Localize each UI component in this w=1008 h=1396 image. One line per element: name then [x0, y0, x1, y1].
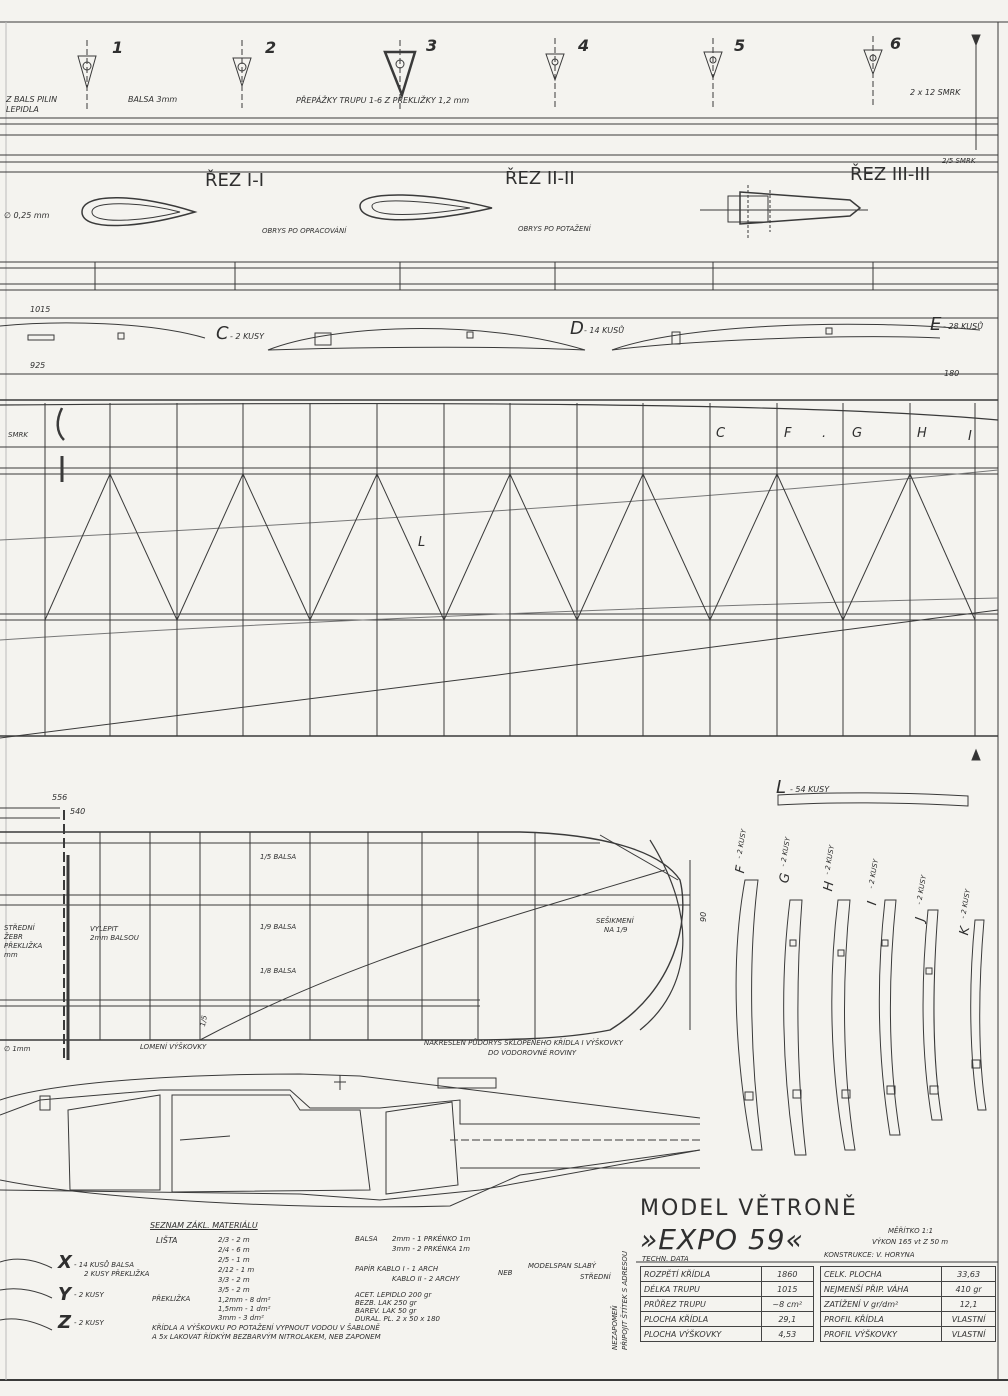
rib-count-k: - 2 KUSY	[959, 888, 973, 920]
materials-balsa-item-1: 2mm - 1 PRKÉNKO 1m	[392, 1235, 471, 1243]
wing-label-h: H	[917, 426, 927, 441]
wing-diagonal	[110, 474, 177, 620]
station-marker-4	[546, 38, 564, 108]
wing-diagonal	[777, 474, 843, 620]
tech-label: PROFIL KŘÍDLA	[821, 1312, 942, 1327]
wing-diagonal	[310, 474, 377, 620]
station-number-5: 5	[734, 36, 746, 55]
part-z-text: - 2 KUSY	[74, 1319, 104, 1327]
rib-templates-row	[0, 314, 998, 374]
wing-ribs	[45, 403, 975, 736]
note-smrk-top: 2 x 12 SMRK	[910, 88, 961, 97]
dim-556: 556	[52, 793, 68, 802]
title-meritko: MĚŘÍTKO 1:1	[888, 1227, 934, 1235]
materials-papir: PAPÍR KABLO I - 1 ARCH	[355, 1265, 439, 1273]
section-title-3: ŘEZ III-III	[850, 164, 931, 185]
tech-value: 4,53	[761, 1327, 814, 1342]
tech-row-1	[641, 1267, 814, 1282]
tech-value: 410 gr	[942, 1282, 996, 1297]
materials-preklizka-item-3: 3mm - 3 dm²	[218, 1314, 264, 1322]
wing-label-c: C	[716, 426, 726, 441]
tech-value: 29,1	[761, 1312, 814, 1327]
wing-label-g: G	[852, 426, 863, 441]
rib-count-d: - 14 KUSŮ	[584, 326, 625, 335]
arrow-marker-top	[972, 35, 980, 45]
rib-count-e: - 28 KUSŮ	[943, 322, 984, 331]
materials-krid1: KŘÍDLA A VÝŠKOVKU PO POTAŽENÍ VYPNOUT VODOU V ŠABLONĚ	[152, 1324, 380, 1332]
tech-row-7	[821, 1282, 996, 1297]
tech-row-10	[821, 1327, 996, 1342]
tech-value: 1860	[761, 1267, 814, 1282]
materials-preklizka-item-2: 1,5mm - 1 dm²	[218, 1305, 271, 1313]
wing-diagonal	[444, 474, 510, 620]
rib-label-g: G	[777, 871, 794, 885]
note-prepazky: PŘEPÁŽKY TRUPU 1-6 Z PŘEKLIŽKY 1,2 mm	[296, 96, 470, 105]
materials-balsa-label: BALSA	[355, 1235, 378, 1243]
wing-diagonal	[177, 474, 243, 620]
rib-count-g: - 2 KUSY	[779, 836, 793, 868]
stab-note-zesik2: NA 1/9	[604, 926, 628, 934]
stab-note-b18: 1/8 BALSA	[260, 967, 297, 975]
materials-bezb: BEZB. LAK 250 gr	[355, 1299, 417, 1307]
rib-count-l: - 54 KUSY	[790, 785, 830, 794]
rib-label-h: H	[821, 880, 838, 893]
note-smrk-small: 2/5 SMRK	[942, 157, 976, 165]
rib-label-c: C	[216, 323, 229, 344]
title-line-1: MODEL VĚTRONĚ	[640, 1196, 858, 1221]
station-number-2: 2	[265, 38, 277, 57]
note-wire: ∅ 0,25 mm	[4, 211, 50, 220]
materials-preklizka-item-1: 1,2mm - 8 dm²	[218, 1296, 271, 1304]
materials-acet: ACET. LEPIDLO 200 gr	[355, 1291, 432, 1299]
dim-925: 925	[30, 361, 46, 370]
part-x-text-1: - 14 KUSŮ BALSA	[74, 1261, 134, 1269]
tech-row-6	[821, 1267, 996, 1282]
wing-label-f: F	[784, 426, 792, 441]
materials-balsa-item-2: 3mm - 2 PRKÉNKA 1m	[392, 1245, 470, 1253]
rib-label-i: I	[865, 900, 881, 907]
station-number-4: 4	[578, 36, 590, 55]
stab-note-zebr: ŽEBR	[4, 933, 23, 941]
wing-diagonal	[45, 474, 110, 620]
wing-diagonal	[910, 474, 975, 620]
title-vykon: VÝKON 165 vt Z 50 m	[872, 1238, 949, 1246]
tech-row-3	[641, 1297, 814, 1312]
wing-diagonal	[377, 474, 444, 620]
tech-data-table-right	[820, 1266, 996, 1342]
tech-row-8	[821, 1297, 996, 1312]
materials-lista-item-4: 2/12 - 1 m	[218, 1266, 255, 1274]
tech-row-2	[641, 1282, 814, 1297]
tech-value: 1015	[761, 1282, 814, 1297]
stab-note-preklizka: PŘEKLIŽKA	[4, 942, 43, 950]
section-title-1: ŘEZ I-I	[205, 170, 265, 191]
station-number-6: 6	[890, 34, 902, 53]
rib-count-j: - 2 KUSY	[915, 874, 929, 906]
rib-count-f: - 2 KUSY	[735, 828, 749, 860]
tech-value: VLASTNÍ	[942, 1312, 996, 1327]
tech-value: VLASTNÍ	[942, 1327, 996, 1342]
materials-heading: SEZNAM ZÁKL. MATERIÁLU	[150, 1221, 258, 1230]
dim-540: 540	[70, 807, 86, 816]
title-line-2: »EXPO 59«	[640, 1223, 804, 1256]
tech-label: ROZPĚTÍ KŘÍDLA	[641, 1267, 762, 1282]
wing-diagonal	[510, 474, 577, 620]
materials-lista-item-5: 3/3 - 2 m	[218, 1276, 250, 1284]
stab-note-vylepit2: 2mm BALSOU	[90, 934, 139, 942]
materials-papir2: KABLO II - 2 ARCHY	[392, 1275, 460, 1283]
tech-row-4	[641, 1312, 814, 1327]
stab-note-vylepit: VYLEPIT	[90, 925, 118, 933]
wing-hook	[58, 408, 64, 440]
rib-label-l: L	[776, 777, 787, 798]
station-marker-5	[704, 38, 722, 108]
wing-label-dot: .	[822, 426, 827, 441]
tech-label: DÉLKA TRUPU	[641, 1282, 762, 1297]
materials-lista-item-1: 2/3 - 2 m	[218, 1236, 250, 1244]
tech-value: 12,1	[942, 1297, 996, 1312]
wing-plan	[0, 400, 998, 738]
tech-label: PROFIL VÝŠKOVKY	[821, 1327, 942, 1342]
materials-lista-item-6: 3/5 - 2 m	[218, 1286, 250, 1294]
note-obrys-potazeni: OBRYS PO POTAŽENÍ	[518, 225, 591, 233]
wing-diagonal	[843, 474, 910, 620]
tech-row-5	[641, 1327, 814, 1342]
stabilizer-ribs	[100, 832, 535, 1040]
rib-label-f: F	[733, 864, 750, 875]
part-x-text-2: 2 KUSY PŘEKLIŽKA	[84, 1270, 150, 1278]
wing-label-i: I	[968, 429, 972, 444]
tech-value: 33,63	[942, 1267, 996, 1282]
tech-data-heading: TECHN. DATA	[642, 1255, 689, 1263]
note-obrys-opracovani: OBRYS PO OPRACOVÁNÍ	[262, 227, 347, 235]
dim-1015: 1015	[30, 305, 51, 314]
stab-note-l15: 1/5	[199, 1014, 209, 1028]
stab-note-lomeni: LOMENÍ VÝŠKOVKY	[140, 1043, 207, 1051]
materials-krid2: A 5x LAKOVAT ŘÍDKÝM BEZBARVÝM NITROLAKEM, NEB ZAPONEM	[152, 1333, 381, 1341]
part-label-y: Y	[58, 1284, 72, 1305]
part-y-text: - 2 KUSY	[74, 1291, 104, 1299]
rib-label-k: K	[957, 925, 974, 937]
station-number-3: 3	[426, 36, 438, 55]
dim-180: 180	[944, 369, 960, 378]
wing-diagonal	[577, 474, 643, 620]
arrow-marker-bottom	[972, 750, 980, 760]
title-konstrukce: KONSTRUKCE: V. HORYNA	[824, 1251, 915, 1259]
stab-note-wire: ∅ 1mm	[4, 1045, 31, 1053]
stab-note-mm: mm	[4, 951, 18, 959]
dim-90: 90	[699, 911, 708, 922]
materials-stredni: STŘEDNÍ	[580, 1273, 611, 1281]
fuselage-side-lines	[0, 118, 998, 290]
section-title-2: ŘEZ II-II	[505, 168, 575, 189]
materials-dural: DURAL. PL. 2 x 50 x 180	[355, 1315, 440, 1323]
side-note-2: PŘIPOJIT ŠTÍTEK S ADRESOU	[621, 1250, 629, 1350]
materials-lista-item-3: 2/5 - 1 m	[218, 1256, 250, 1264]
materials-barev: BAREV. LAK 50 gr	[355, 1307, 417, 1315]
rib-count-i: - 2 KUSY	[867, 858, 881, 890]
stab-note-stredni: STŘEDNÍ	[4, 924, 35, 932]
fuselage-plan	[0, 1074, 700, 1207]
wing-smrk-note: SMRK	[8, 431, 28, 439]
station-marker-6	[864, 36, 882, 108]
tech-value: ~8 cm²	[761, 1297, 814, 1312]
wing-label-l: L	[418, 535, 426, 550]
part-label-x: X	[58, 1252, 72, 1273]
materials-neb: NEB	[498, 1269, 513, 1277]
materials-lista-item-2: 2/4 - 6 m	[218, 1246, 250, 1254]
side-note-1: NEZAPOMEŇ	[611, 1305, 619, 1350]
stab-note-b15: 1/5 BALSA	[260, 853, 297, 861]
stab-note-b19: 1/9 BALSA	[260, 923, 297, 931]
station-marker-2	[233, 40, 251, 108]
tech-data-table-left	[640, 1266, 814, 1342]
tech-label: ZATÍŽENÍ V gr/dm²	[821, 1297, 942, 1312]
rib-label-e: E	[930, 314, 942, 335]
tech-row-9	[821, 1312, 996, 1327]
rib-label-j: J	[913, 916, 929, 923]
station-number-1: 1	[112, 38, 124, 57]
tech-label: PRŮŘEZ TRUPU	[641, 1297, 762, 1312]
materials-modelspan: MODELSPAN SLABÝ	[528, 1262, 596, 1270]
materials-preklizka: PŘEKLIŽKA	[152, 1295, 191, 1303]
tech-label: CELK. PLOCHA	[821, 1267, 942, 1282]
station-markers	[78, 36, 882, 110]
rib-count-c: - 2 KUSY	[230, 332, 264, 341]
tech-label: NEJMENŠÍ PŘIP. VÁHA	[821, 1282, 942, 1297]
section-profiles	[82, 185, 868, 240]
right-rib-templates	[733, 793, 986, 1155]
tech-label: PLOCHA KŘÍDLA	[641, 1312, 762, 1327]
station-marker-1	[78, 40, 96, 110]
tech-label: PLOCHA VÝŠKOVKY	[641, 1327, 762, 1342]
rib-count-h: - 2 KUSY	[823, 844, 837, 876]
stab-note-1: NAKRESLEN PŮDORYS SKLOPENÉHO KŘÍDLA I VÝŠKOVKY	[424, 1039, 623, 1047]
stab-note-zesik: SEŠIKMENÍ	[596, 917, 634, 925]
wing-diagonal	[710, 474, 777, 620]
rib-label-d: D	[570, 318, 584, 339]
part-label-z: Z	[58, 1312, 72, 1333]
note-bals-pilin: Z BALS PILIN	[6, 95, 58, 104]
wing-diagonal	[243, 474, 310, 620]
note-balsa: BALSA 3mm	[128, 95, 178, 104]
note-lepidla: LEPIDLA	[6, 105, 39, 114]
materials-lista: LIŠTA	[156, 1236, 178, 1245]
stab-note-2: DO VODOROVNÉ ROVINY	[488, 1049, 577, 1057]
small-parts	[0, 1259, 52, 1330]
